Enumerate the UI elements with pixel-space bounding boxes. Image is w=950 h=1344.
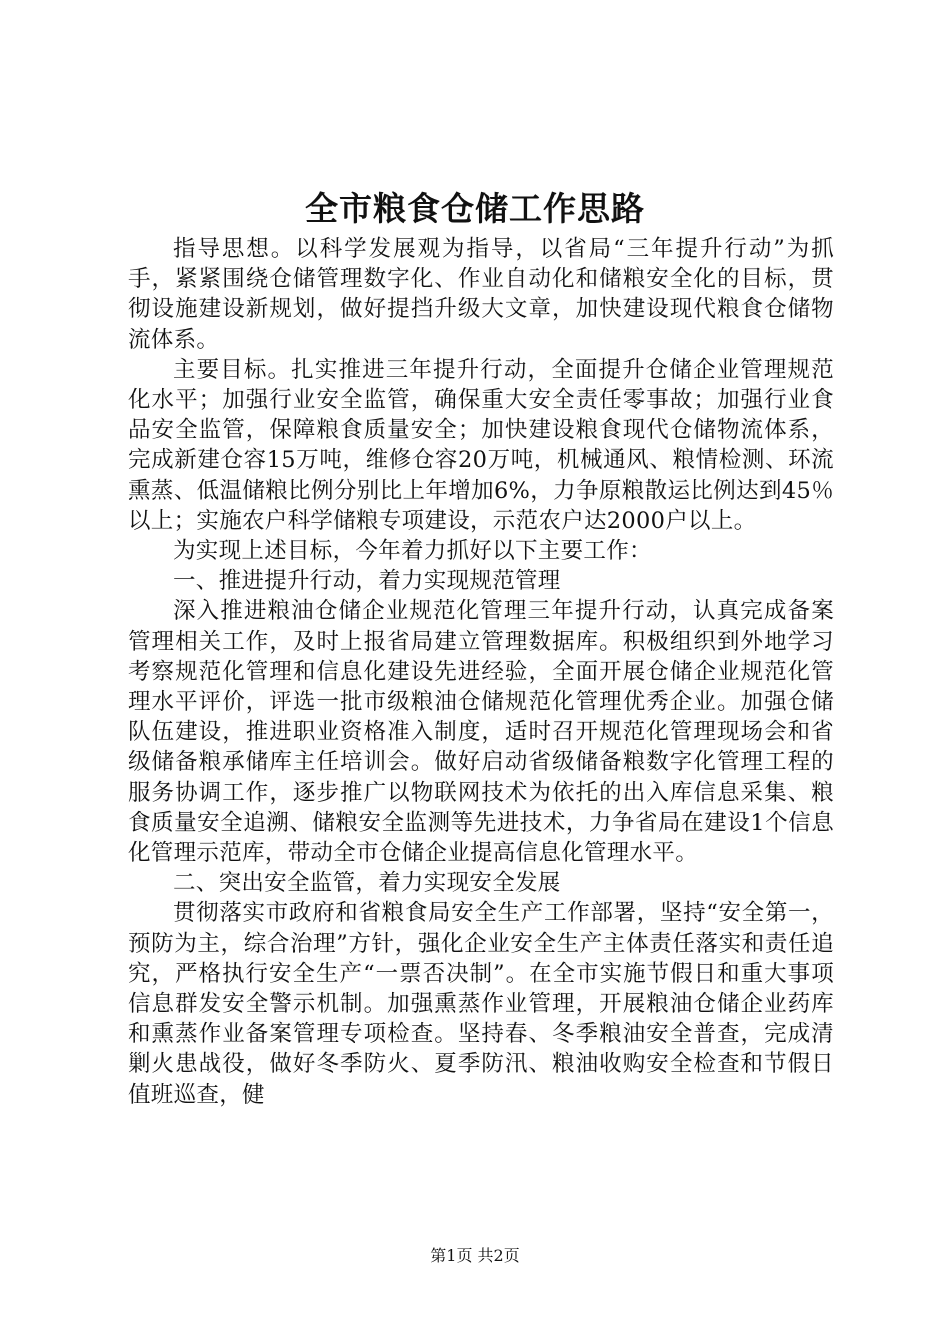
document-title: 全市粮食仓储工作思路 [305, 189, 645, 228]
section-heading-2: 二、突出安全监管，着力实现安全发展 [173, 870, 561, 897]
page-footer: 第1页 共2页 [430, 1246, 520, 1265]
paragraph-main-goals: 主要目标。扎实推进三年提升行动，全面提升仓储企业管理规范化水平；加强行业安全监管，确保重大安全责任零事故；加强行业食品安全监管，保障粮食质量安全；加快建设粮食现代仓储物流体系，完成新建仓容15万吨，维修仓容20万吨，机械通风、粮情检测、环流熏蒸、低温储粮比例分别比上年增加6%，力争原粮散运比例达到45％以上；实施农户科学储粮专项建设，示范农户达2000户以上。 [128, 356, 834, 534]
section-heading-1: 一、推进提升行动，着力实现规范管理 [173, 568, 561, 595]
paragraph-section-1-body: 深入推进粮油仓储企业规范化管理三年提升行动，认真完成备案管理相关工作，及时上报省局建立管理数据库。积极组织到外地学习考察规范化管理和信息化建设先进经验，全面开展仓储企业规范化管理水平评价，评选一批市级粮油仓储规范化管理优秀企业。加强仓储队伍建设，推进职业资格准入制度，适时召开规范化管理现场会和省级储备粮承储库主任培训会。做好启动省级储备粮数字化管理工程的服务协调工作，逐步推广以物联网技术为依托的出入库信息采集、粮食质量安全追溯、储粮安全监测等先进技术，力争省局在建设1个信息化管理示范库，带动全市仓储企业提高信息化管理水平。 [128, 598, 834, 867]
document-body [128, 234, 834, 1110]
paragraph-section-2-body: 贯彻落实市政府和省粮食局安全生产工作部署，坚持“安全第一，预防为主，综合治理”方针，强化企业安全生产主体责任落实和责任追究，严格执行安全生产“一票否决制”。在全市实施节假日和重大事项信息群发安全警示机制。加强熏蒸作业管理，开展粮油仓储企业药库和熏蒸作业备案管理专项检查。坚持春、冬季粮油安全普查，完成清剿火患战役，做好冬季防火、夏季防汛、粮油收购安全检查和节假日值班巡查，健 [128, 900, 834, 1108]
paragraph-guiding-ideology: 指导思想。以科学发展观为指导，以省局“三年提升行动”为抓手，紧紧围绕仓储管理数字化、作业自动化和储粮安全化的目标，贯彻设施建设新规划，做好提挡升级大文章，加快建设现代粮食仓储物流体系。 [128, 236, 834, 353]
paragraph-work-intro: 为实现上述目标，今年着力抓好以下主要工作： [173, 538, 652, 565]
